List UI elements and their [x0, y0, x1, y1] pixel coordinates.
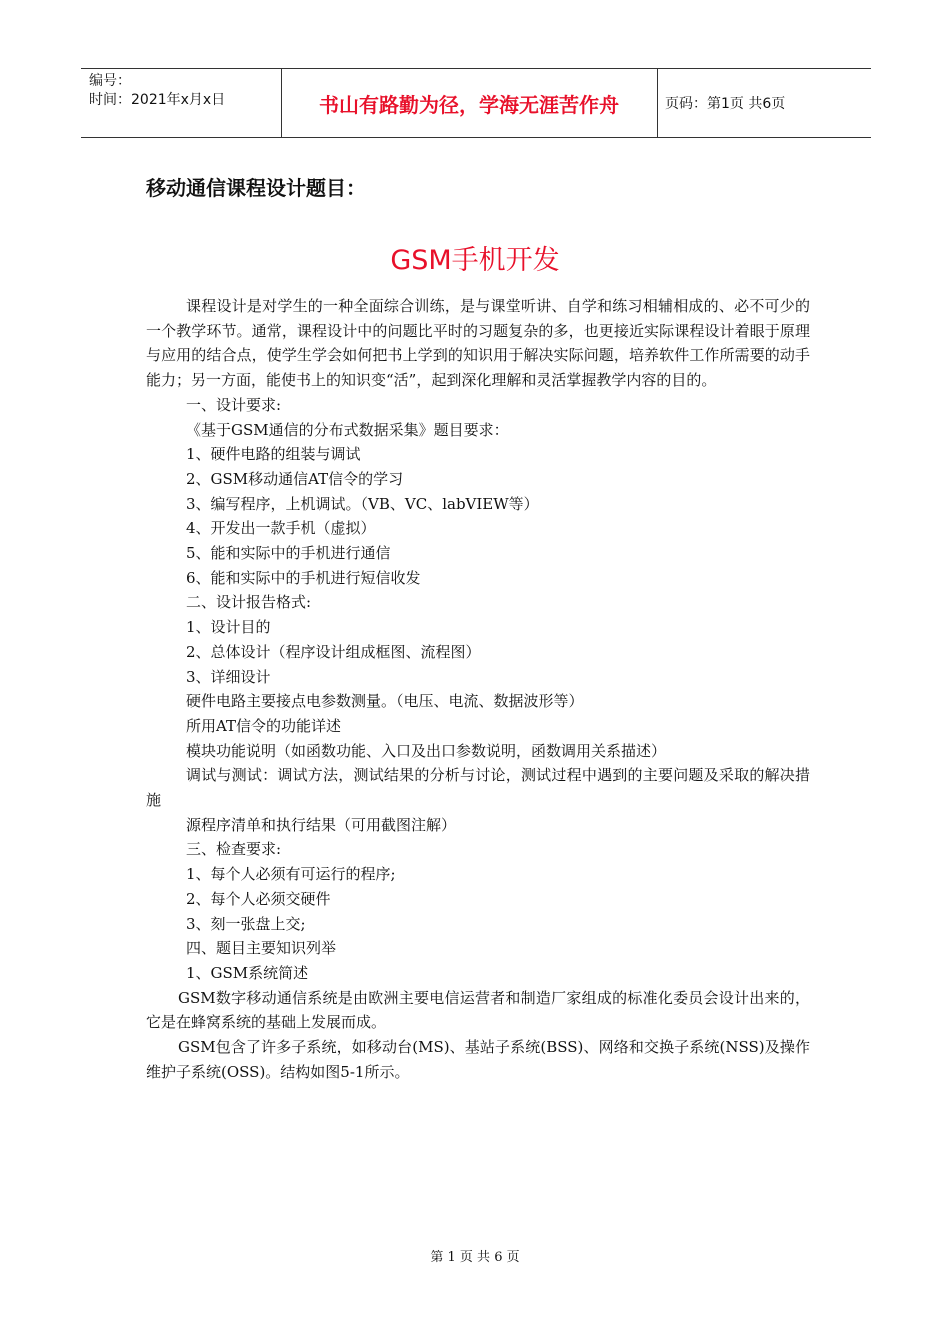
page-number-label: 页码：第1页 共6页 — [665, 96, 786, 112]
document-title: GSM手机开发 — [390, 245, 560, 276]
list-item: 3、详细设计 — [186, 667, 271, 686]
list-item: 3、编写程序，上机调试。（VB、VC、labVIEW等） — [186, 494, 539, 513]
list-item: 源程序清单和执行结果（可用截图注解） — [186, 815, 457, 834]
list-item: 1、每个人必须有可运行的程序; — [186, 865, 396, 884]
list-item: 模块功能说明（如函数功能、入口及出口参数说明，函数调用关系描述） — [186, 741, 667, 760]
intro-paragraph: 课程设计是对学生的一种全面综合训练，是与课堂听讲、自学和练习相辅相成的、必不可少的一个教学环节。通常，课程设计中的问题比平时的习题复杂的多，也更接近实际课程设计着眼于原理与应用的结合点，使学生学会如何把书上学到的知识用于解决实际问题，培养软件工作所需要的动手能力；另一方面，能使书上的知识变“活”，起到深化理解和灵活掌握教学内容的目的。 — [146, 297, 810, 390]
gsm-paragraph: GSM包含了许多子系统，如移动台(MS)、基站子系统(BSS)、网络和交换子系统(NSS)及操作维护子系统(OSS)。结构如图5-1所示。 — [146, 1038, 810, 1081]
list-item: 3、刻一张盘上交; — [186, 914, 306, 933]
list-item: 1、硬件电路的组装与调试 — [186, 445, 361, 464]
section-heading: 一、设计要求: — [186, 395, 282, 414]
header-motto: 书山有路勤为径，学海无涯苦作舟 — [319, 92, 619, 117]
section-heading: 四、题目主要知识列举 — [186, 939, 337, 958]
list-item: 1、GSM系统简述 — [186, 963, 309, 982]
list-item: 硬件电路主要接点电参数测量。（电压、电流、数据波形等） — [186, 692, 584, 711]
document-body — [146, 294, 810, 1085]
list-item: 1、设计目的 — [186, 618, 271, 637]
list-item: 4、开发出一款手机（虚拟） — [186, 519, 376, 538]
page-header — [81, 68, 871, 138]
section-heading: 三、检查要求: — [186, 840, 282, 859]
number-label: 编号： — [89, 73, 131, 89]
header-left — [89, 72, 225, 110]
list-item: 《基于GSM通信的分布式数据采集》题目要求： — [186, 420, 509, 439]
list-item: 6、能和实际中的手机进行短信收发 — [186, 568, 421, 587]
section-heading: 二、设计报告格式: — [186, 593, 312, 612]
list-item: 2、总体设计（程序设计组成框图、流程图） — [186, 642, 481, 661]
list-item: 2、GSM移动通信AT信令的学习 — [186, 469, 404, 488]
header-divider — [657, 69, 658, 137]
testing-paragraph: 调试与测试：调试方法，测试结果的分析与讨论，测试过程中遇到的主要问题及采取的解决措施 — [146, 766, 810, 810]
page-footer: 第 1 页 共 6 页 — [430, 1250, 520, 1265]
list-item: 2、每个人必须交硬件 — [186, 889, 331, 908]
gsm-paragraph: GSM数字移动通信系统是由欧洲主要电信运营者和制造厂家组成的标准化委员会设计出来的，它是在蜂窝系统的基础上发展而成。 — [146, 988, 810, 1032]
list-item: 所用AT信令的功能详述 — [186, 716, 342, 735]
date-label: 时间：2021年x月x日 — [89, 92, 226, 108]
list-item: 5、能和实际中的手机进行通信 — [186, 544, 391, 563]
course-topic-heading: 移动通信课程设计题目： — [146, 176, 366, 200]
